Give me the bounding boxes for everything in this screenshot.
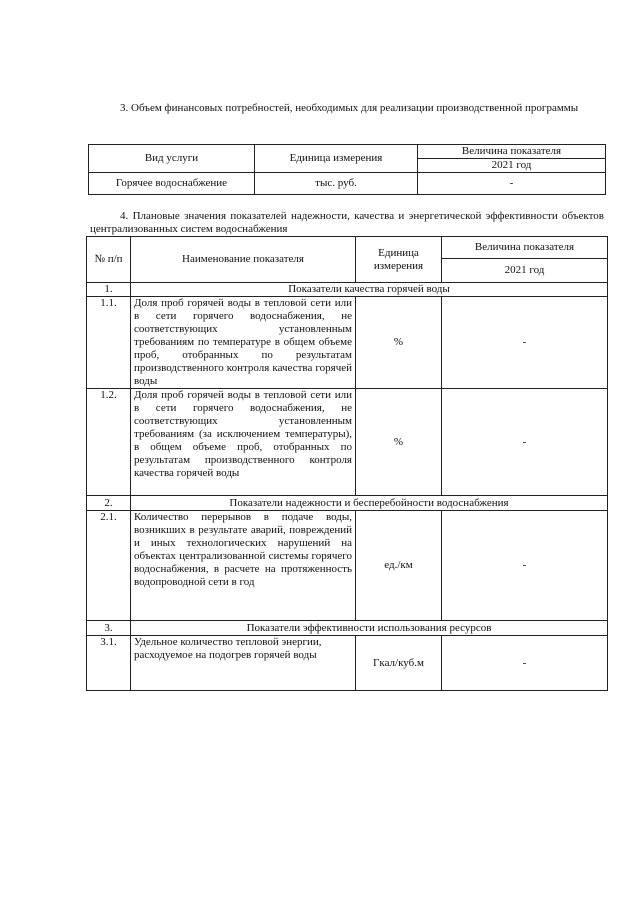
header-unit: Единица измерения (255, 145, 418, 173)
group-num: 3. (87, 621, 131, 636)
header-year: 2021 год (442, 259, 608, 283)
row-unit: Гкал/куб.м (356, 636, 442, 691)
row-name: Доля проб горячей воды в тепловой сети или в сети горячего водоснабжения, не соответствующих установленным требованиям (за исключением температуры), в общем объеме проб, отобранных по результатам производственного контроля качества горячей воды (131, 389, 356, 496)
section3-heading: 3. Объем финансовых потребностей, необходимых для реализации производственной программы (120, 102, 579, 114)
row-num: 1.1. (87, 297, 131, 389)
row-value: - (442, 636, 608, 691)
header-num: № п/п (87, 237, 131, 283)
group-num: 1. (87, 283, 131, 297)
row-unit: % (356, 297, 442, 389)
group-title: Показатели качества горячей воды (131, 283, 608, 297)
group-title: Показатели эффективности использования ресурсов (131, 621, 608, 636)
row-value: - (442, 511, 608, 621)
row-unit: тыс. руб. (255, 173, 418, 195)
header-service: Вид услуги (89, 145, 255, 173)
row-value: - (442, 297, 608, 389)
row-name: Количество перерывов в подаче воды, возникших в результате аварий, повреждений и иных технологических нарушений на объектах централизованной системы горячего водоснабжения, в расчете на протяженность водопроводной сети в год (131, 511, 356, 621)
section4-heading: 4. Плановые значения показателей надежности, качества и энергетической эффективности объектов централизованных систем водоснабжения (90, 210, 604, 235)
row-unit: % (356, 389, 442, 496)
group-num: 2. (87, 496, 131, 511)
header-value: Величина показателя (442, 237, 608, 259)
row-name: Удельное количество тепловой энергии, расходуемое на подогрев горячей воды (131, 636, 356, 691)
row-unit: ед./км (356, 511, 442, 621)
row-value: - (418, 173, 606, 195)
row-num: 2.1. (87, 511, 131, 621)
header-name: Наименование показателя (131, 237, 356, 283)
row-service: Горячее водоснабжение (89, 173, 255, 195)
row-value: - (442, 389, 608, 496)
header-unit: Единица измерения (356, 237, 442, 283)
row-num: 1.2. (87, 389, 131, 496)
group-title: Показатели надежности и бесперебойности водоснабжения (131, 496, 608, 511)
row-name: Доля проб горячей воды в тепловой сети или в сети горячего водоснабжения, не соответствующих установленным требованиям по температуре в общем объеме проб, отобранных по результатам производственного контроля качества горячей воды (131, 297, 356, 389)
header-year: 2021 год (418, 159, 606, 173)
header-value: Величина показателя (418, 145, 606, 159)
row-num: 3.1. (87, 636, 131, 691)
indicators-table (86, 236, 608, 691)
financial-needs-table (88, 144, 606, 195)
